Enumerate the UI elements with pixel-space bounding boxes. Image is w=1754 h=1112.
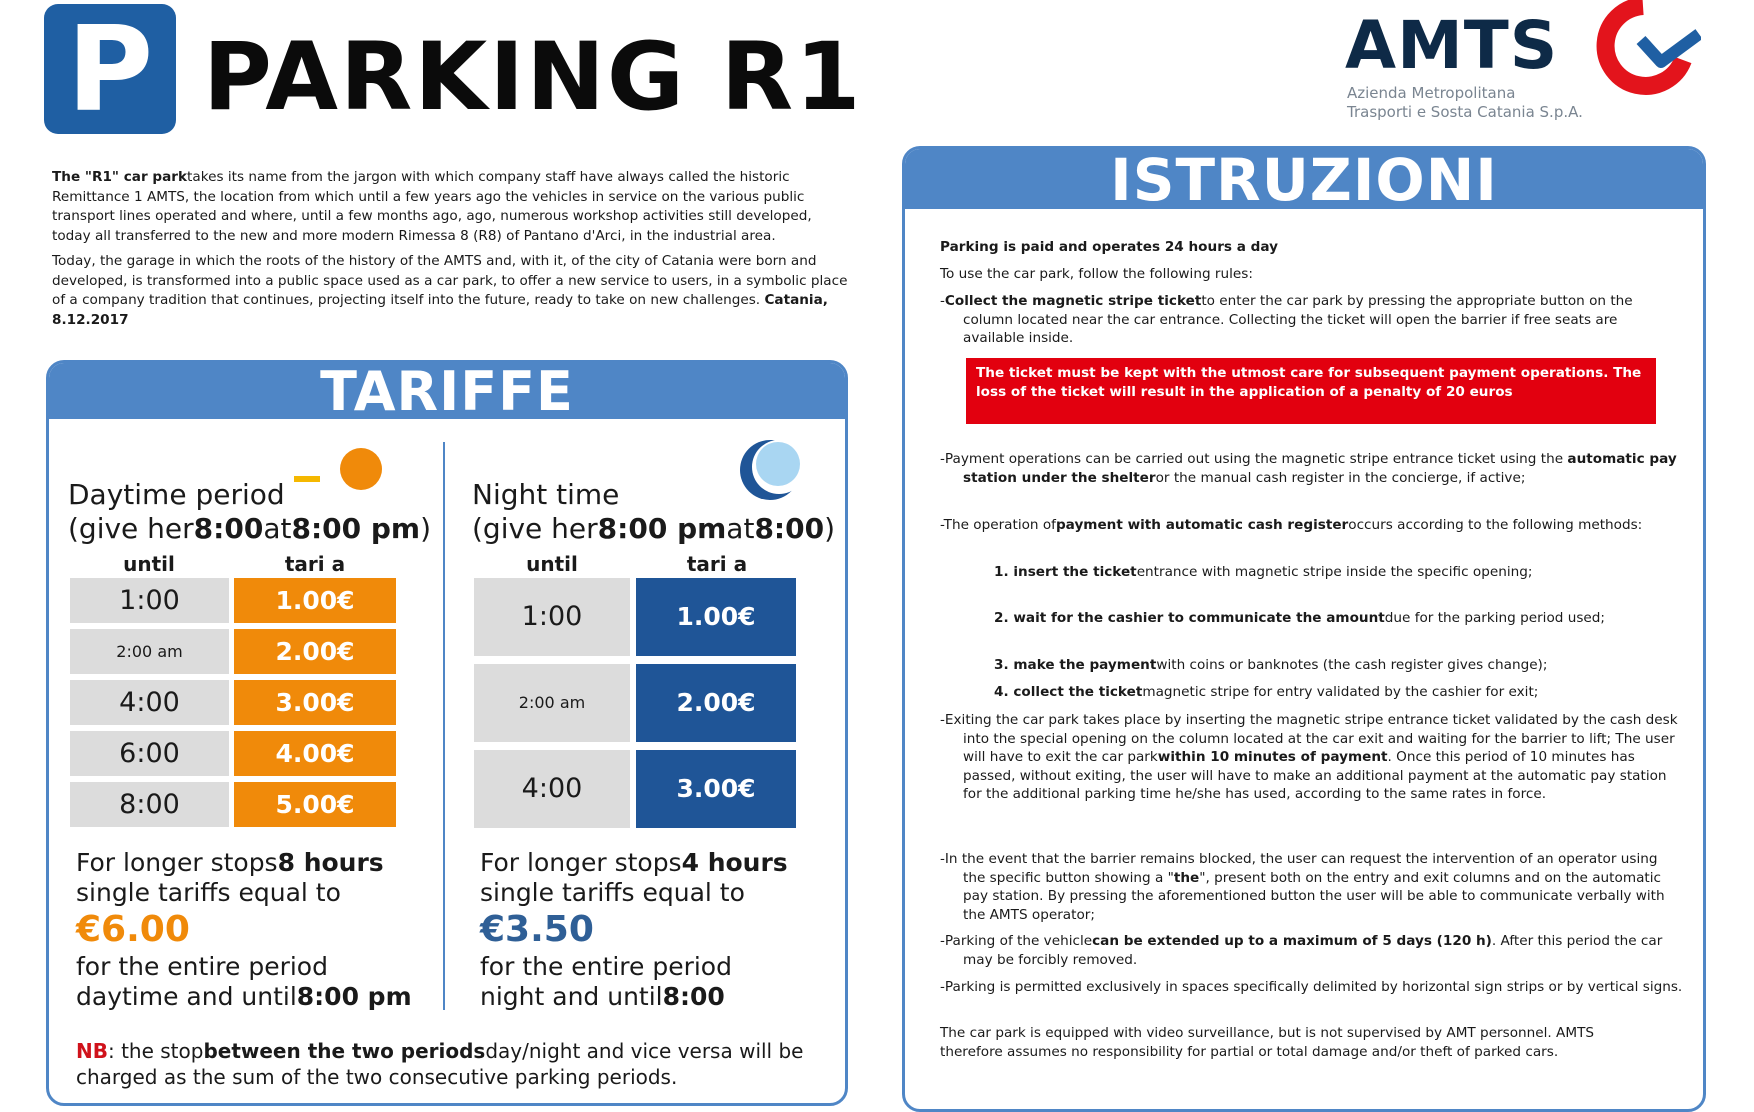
day-price-cell: 1.00€ [234,578,396,623]
night-price-cell: 1.00€ [636,578,796,656]
instr-rule-cash-register: -The operation ofpayment with automatic cash registeroccurs according to the following methods: [940,517,1643,533]
day-col-tariff: tari a [284,552,346,576]
day-title: Daytime period [68,478,285,511]
parking-p-logo: P [44,4,176,134]
amts-logo [1345,0,1715,125]
intro-p1-bold: The "R1" car park [52,169,188,185]
day-time-cell: 4:00 [70,680,229,725]
tariffe-heading: TARIFFE [49,363,845,419]
day-entire-line-1: for the entire period [76,952,328,981]
day-hours: (give her8:00at8:00 pm) [68,512,432,545]
day-price-cell: 3.00€ [234,680,396,725]
intro-paragraph-2 [52,252,852,330]
day-time-cell: 1:00 [70,578,229,623]
instr-step-2: 2. wait for the cashier to communicate the amountdue for the parking period used; [994,610,1605,626]
instr-rule-spaces: -Parking is permitted exclusively in spaces specifically delimited by horizontal sign strips or by vertical signs. [940,979,1683,995]
day-col-until: until [123,552,175,576]
night-hours: (give her8:00 pmat8:00) [472,512,836,545]
instr-rule-payment: -Payment operations can be carried out using the magnetic stripe entrance ticket using the automatic pay station under the shelteror the manual cash register in the concierge, if active; [940,451,1677,486]
night-period-title [472,478,835,546]
day-price-cell: 4.00€ [234,731,396,776]
night-flat-amount: €3.50 [480,909,594,950]
night-price-cell: 3.00€ [636,750,796,828]
day-time-cell: 6:00 [70,731,229,776]
instr-rule-collect: -Collect the magnetic stripe ticketto enter the car park by pressing the appropriate button on the column located near the car entrance. Collecting the ticket will open the barrier if free seats are available inside. [940,293,1633,346]
instr-line-1: Parking is paid and operates 24 hours a day [940,239,1278,255]
night-longer-stops [480,848,830,1012]
tariffe-divider [443,442,445,1010]
amts-subtitle-line-1: Azienda Metropolitana [1347,84,1516,102]
amts-subtitle-line-2: Trasporti e Sosta Catania S.p.A. [1347,103,1583,121]
instr-step-3: 3. make the paymentwith coins or banknotes (the cash register gives change); [994,657,1548,673]
instr-rule-max-days: -Parking of the vehiclecan be extended up to a maximum of 5 days (120 h). After this period the car may be forcibly removed. [940,933,1663,968]
amts-logo-icon [1583,0,1701,96]
instr-step-4: 4. collect the ticketmagnetic stripe for entry validated by the cashier for exit; [994,684,1539,700]
day-time-cell: 2:00 am [70,629,229,674]
ticket-warning-box: The ticket must be kept with the utmost care for subsequent payment operations. The loss of the ticket will result in the application of a penalty of 20 euros [966,358,1656,424]
day-longer-stops [76,848,436,1012]
day-period-title [68,478,431,546]
night-time-cell: 2:00 am [474,664,630,742]
amts-wordmark: AMTS [1345,7,1559,84]
night-longer-line-1: For longer stops4 hours [480,848,788,877]
instr-rule-exit: -Exiting the car park takes place by inserting the magnetic stripe entrance ticket validated by the cash desk into the special opening on the column located at the car exit and waiting for the barrier to lift; The user will have to exit the car parkwithin 10 minutes of payment. Once this period of 10 minutes has passed, without exiting, the user will have to make an additional payment at the automatic pay station for the additional parking time he/she has used, according to the same rates in force. [940,712,1678,802]
intro-p2-bold: Catania, 8.12.2017 [52,292,828,328]
intro-text [52,168,852,336]
night-col-until: until [526,552,578,576]
night-time-cell: 1:00 [474,578,630,656]
night-col-tariff: tari a [686,552,748,576]
night-entire-line-1: for the entire period [480,952,732,981]
amts-subtitle [1347,84,1583,122]
day-flat-amount: €6.00 [76,909,190,950]
nb-note: NB: the stopbetween the two periodsday/night and vice versa will be charged as the sum of the two consecutive parking periods. [76,1039,804,1089]
night-longer-line-2: single tariffs equal to [480,878,745,907]
instr-line-2: To use the car park, follow the following rules: [940,266,1253,282]
intro-p1-text: takes its name from the jargon with which company staff have always called the historic Remittance 1 AMTS, the location from which until a few years ago the vehicles in service on the various public transport lines operated and where, until a few months ago, ago, numerous workshop activities still developed, today all transferred to the new and more modern Rimessa 8 (R8) of Pantano d'Arci, in the industrial area. [52,169,812,244]
day-entire-line-2: daytime and until8:00 pm [76,982,412,1011]
night-time-cell: 4:00 [474,750,630,828]
instr-surveillance: The car park is equipped with video surveillance, but is not supervised by AMT personnel. AMTS therefore assumes no responsibility for partial or total damage and/or theft of parked cars. [940,1025,1595,1060]
day-price-cell: 2.00€ [234,629,396,674]
night-price-cell: 2.00€ [636,664,796,742]
day-time-cell: 8:00 [70,782,229,827]
istruzioni-heading: ISTRUZIONI [905,149,1703,209]
intro-paragraph-1 [52,168,852,246]
page-title: PARKING R1 [203,23,863,132]
instr-step-1: 1. insert the ticketentrance with magnetic stripe inside the specific opening; [994,564,1533,580]
instr-rule-barrier: -In the event that the barrier remains blocked, the user can request the intervention of an operator using the specific button showing a "the", present both on the entry and exit columns and on the automatic pay station. By pressing the aforementioned button the user will be able to communicate verbally with the AMTS operator; [940,851,1665,923]
day-longer-line-1: For longer stops8 hours [76,848,384,877]
night-title: Night time [472,478,620,511]
day-longer-line-2: single tariffs equal to [76,878,341,907]
day-price-cell: 5.00€ [234,782,396,827]
night-entire-line-2: night and until8:00 [480,982,725,1011]
intro-p2-text: Today, the garage in which the roots of the history of the AMTS and, with it, of the city of Catania were born and developed, is transformed into a public space used as a car park, to offer a new service to users, in a symbolic place of a company tradition that continues, projecting itself into the future, ready to take on new challenges. [52,253,848,308]
